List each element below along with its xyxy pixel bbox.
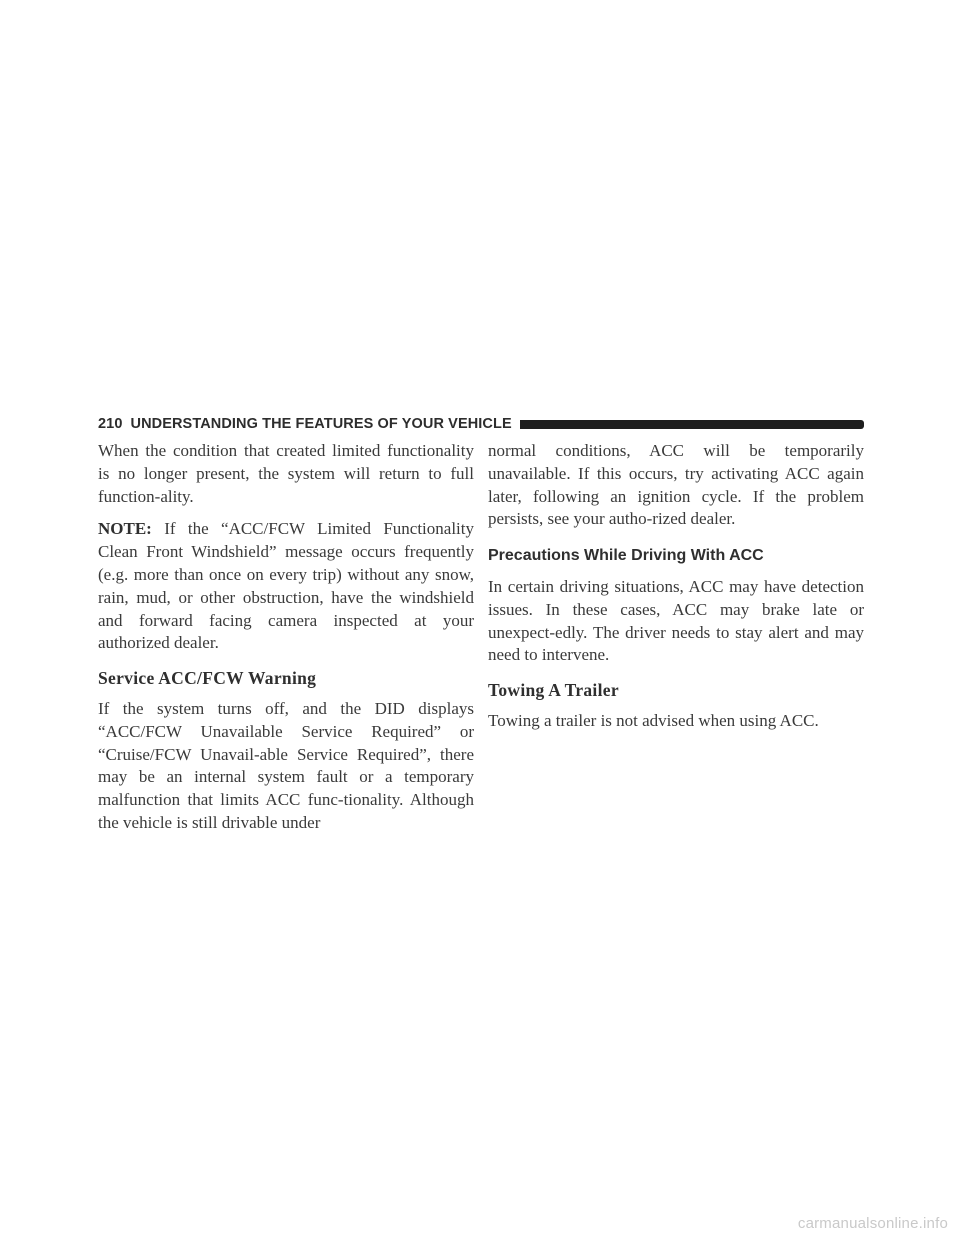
- note-label: NOTE:: [98, 519, 152, 539]
- paragraph: In certain driving situations, ACC may have detection issues. In these cases, ACC may brake late or unexpect-edly. The driver needs to stay alert and may need to intervene.: [488, 576, 864, 665]
- paragraph: When the condition that created limited functionality is no longer present, the system will return to full function-ality.: [98, 441, 474, 506]
- heading-towing: Towing A Trailer: [488, 680, 619, 701]
- right-column: [488, 440, 864, 743]
- page-number: 210: [98, 416, 123, 432]
- left-column: [98, 440, 474, 845]
- heading-precautions: Precautions While Driving With ACC: [488, 547, 764, 565]
- watermark: carmanualsonline.info: [797, 1215, 948, 1232]
- note-text: If the “ACC/FCW Limited Functionality Clean Front Windshield” message occurs frequently (e.g. more than once on every trip) without any snow, rain, mud, or other obstruction, have the windshield and forward facing camera inspected at your authorized dealer.: [98, 519, 474, 653]
- header-rule: [520, 420, 864, 429]
- heading-service-warning: Service ACC/FCW Warning: [98, 668, 317, 689]
- note-paragraph: [98, 518, 474, 655]
- paragraph: If the system turns off, and the DID displays “ACC/FCW Unavailable Service Required” or “Cruise/FCW Unavail-able Service Required”, there may be an internal system fault or a temporary malfunction that limits ACC func-tionality. Although the vehicle is still drivable under: [98, 698, 474, 832]
- section-title: UNDERSTANDING THE FEATURES OF YOUR VEHICLE: [130, 416, 512, 432]
- page-header: [98, 414, 864, 434]
- paragraph: normal conditions, ACC will be temporarily unavailable. If this occurs, try activating ACC again later, following an ignition cycle. If the problem persists, see your autho-rized dealer.: [488, 441, 864, 529]
- paragraph: Towing a trailer is not advised when using ACC.: [488, 710, 819, 730]
